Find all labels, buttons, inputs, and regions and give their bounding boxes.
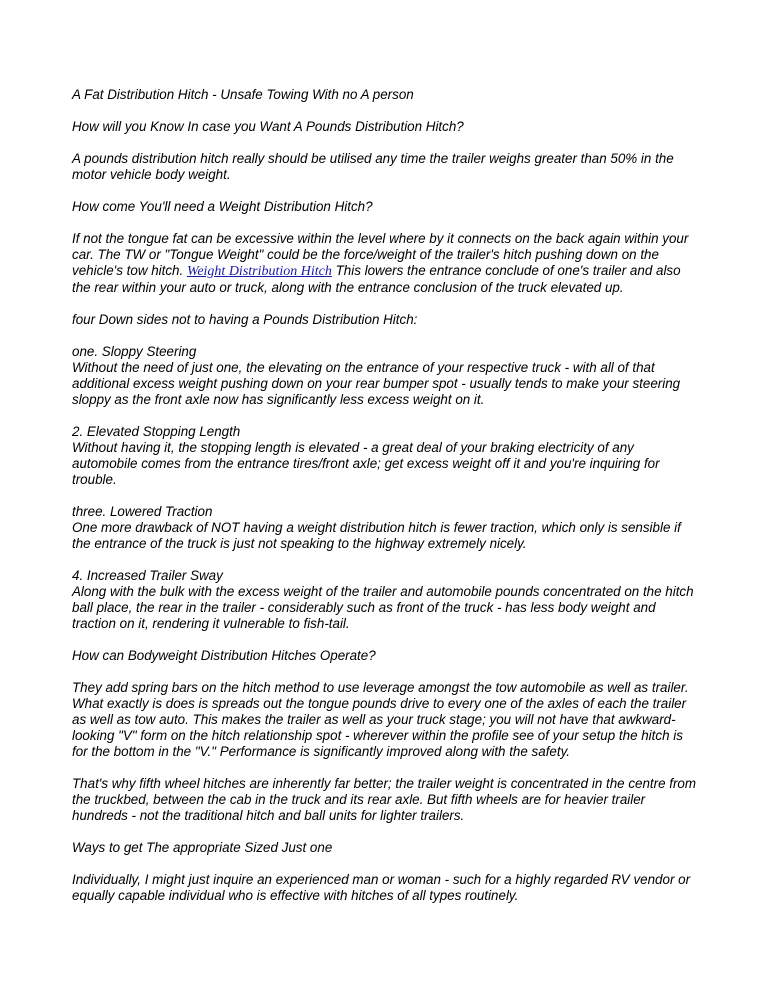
item-2-heading: 2. Elevated Stopping Length [72, 424, 241, 439]
item-1-body: Without the need of just one, the elevating on the entrance of your respective truck - with all of that additional excess weight pushing down on your rear bumper spot - usually tends to make your steering sloppy as the front axle now has significantly less excess weight on it. [72, 360, 681, 407]
question-heading-4: Ways to get The appropriate Sized Just one [72, 840, 333, 855]
document-page [72, 87, 698, 920]
item-2-body: Without having it, the stopping length is elevated - a great deal of your braking electricity of any automobile comes from the entrance tires/front axle; get excess weight off it and you're inquiring for trouble. [72, 440, 660, 487]
item-3-heading: three. Lowered Traction [72, 504, 213, 519]
question-heading-3: How can Bodyweight Distribution Hitches Operate? [72, 648, 376, 663]
item-1-heading: one. Sloppy Steering [72, 344, 197, 359]
weight-distribution-hitch-link[interactable]: Weight Distribution Hitch [186, 264, 332, 279]
paragraph-2-text-before-link: If not the tongue fat can be excessive within the level where by it connects on the back again within your car. The TW or "Tongue Weight" could be the force/weight of the trailer's hitch pushing down on the vehicle's tow hitch. [72, 231, 689, 278]
paragraph-2 [72, 231, 698, 296]
paragraph-4: That's why fifth wheel hitches are inherently far better; the trailer weight is concentrated in the centre from the truckbed, between the cab in the truck and its rear axle. But fifth wheels are for heavier trailer hundreds - not the traditional hitch and ball units for lighter trailers. [72, 776, 697, 823]
question-heading-2: How come You'll need a Weight Distribution Hitch? [72, 199, 373, 214]
downsides-heading: four Down sides not to having a Pounds Distribution Hitch: [72, 312, 418, 327]
item-3-body: One more drawback of NOT having a weight distribution hitch is fewer traction, which only is sensible if the entrance of the truck is just not speaking to the highway extremely nicely. [72, 520, 681, 551]
item-4-body: Along with the bulk with the excess weight of the trailer and automobile pounds concentrated on the hitch ball place, the rear in the trailer - considerably such as front of the truck - has less body weight and traction on it, rendering it vulnerable to fish-tail. [72, 584, 694, 631]
item-4-heading: 4. Increased Trailer Sway [72, 568, 223, 583]
paragraph-5: Individually, I might just inquire an experienced man or woman - such for a highly regarded RV vendor or equally capable individual who is effective with hitches of all types routinely. [72, 872, 691, 903]
paragraph-3: They add spring bars on the hitch method to use leverage amongst the tow automobile as well as trailer. What exactly is does is spreads out the tongue pounds drive to every one of the axles of each the trailer as well as tow auto. This makes the trailer as well as your truck stage; you will not have that awkward-looking "V" form on the hitch relationship spot - wherever within the profile see of your setup the hitch is for the bottom in the "V." Performance is significantly improved along with the safety. [72, 680, 689, 759]
document-title: A Fat Distribution Hitch - Unsafe Towing With no A person [72, 87, 414, 102]
question-heading-1: How will you Know In case you Want A Pounds Distribution Hitch? [72, 119, 464, 134]
paragraph-1: A pounds distribution hitch really should be utilised any time the trailer weighs greater than 50% in the motor vehicle body weight. [72, 151, 674, 182]
paragraph-2-text-after-link: This lowers the entrance conclude of one's trailer and also the rear within your auto or truck, along with the entrance conclusion of the truck elevated up. [72, 263, 681, 295]
